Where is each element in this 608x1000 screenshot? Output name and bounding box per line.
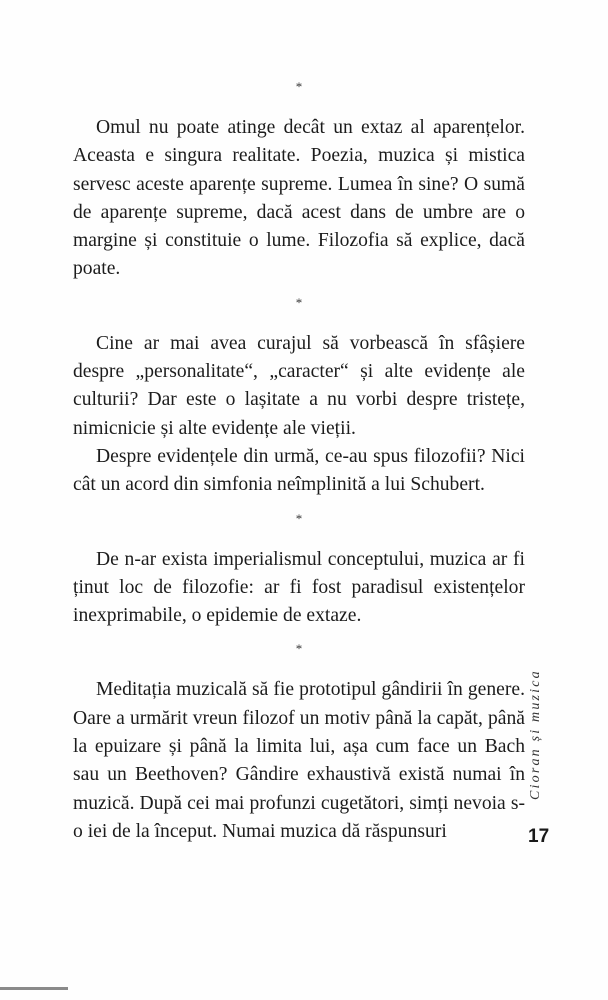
section-separator: * (295, 641, 303, 657)
bottom-rule (0, 987, 68, 990)
section-separator: * (295, 79, 303, 94)
paragraph: De n-ar exista imperialismul conceptului, muzica ar fi ținut loc de filozofie: ar fi fost paradisul existențelor inexprimabile, o epidemie de extaze. (73, 548, 525, 627)
running-title: Cioran și muzica (528, 669, 543, 800)
paragraph: Meditația muzicală să fie prototipul gândirii în genere. Oare a urmărit vreun filozof un motiv până la capăt, până la epuizare și până la limita lui, așa cum face un Bach sau un Beethoven? Gândire exhaustivă există numai în muzică. După cei mai profunzi cugetători, simți nevoia s-o iei de la început. Numai muzica dă răspunsuri (73, 679, 525, 842)
section-separator: * (295, 294, 303, 310)
paragraph: Omul nu poate atinge decât un extaz al aparențelor. Aceasta e singura realitate. Poezia, muzica și mistica servesc aceste aparențe supreme. Lumea în sine? O sumă de aparențe supreme, dacă acest dans de umbre are o margine și constituie o lume. Filozofia să explice, dacă poate. (73, 117, 525, 280)
page-body (73, 80, 525, 846)
paragraph: Despre evidențele din urmă, ce-au spus filozofii? Nici cât un acord din simfonia neîmplinită a lui Schubert. (73, 445, 525, 496)
page-number: 17 (528, 826, 550, 847)
paragraph: Cine ar mai avea curajul să vorbească în sfâșiere despre „personalitate“, „caracter“ și alte evidențe ale culturii? Dar este o lașitate a nu vorbi despre tristețe, nimicnicie și alte evidențe ale vieții. (73, 332, 525, 439)
section-separator: * (295, 510, 303, 526)
